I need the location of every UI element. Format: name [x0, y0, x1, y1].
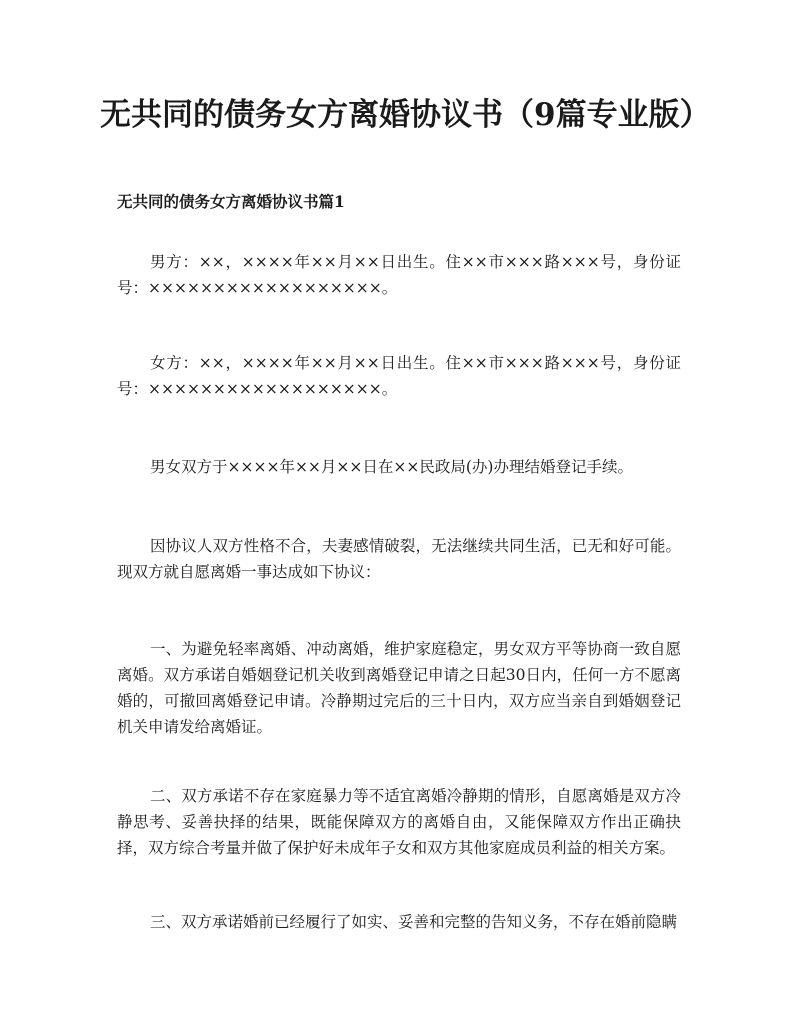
document-title: 无共同的债务女方离婚协议书（9篇专业版）: [100, 97, 711, 133]
paragraph-clause-3: 三、双方承诺婚前已经履行了如实、妥善和完整的告知义务，不存在婚前隐瞒: [150, 913, 678, 931]
paragraph-male-party: 男方：××，××××年××月××日出生。住××市×××路×××号，身份证号：××××××××××××××××××。: [117, 253, 681, 297]
paragraph-clause-1: 一、为避免轻率离婚、冲动离婚，维护家庭稳定，男女双方平等协商一致自愿离婚。双方承诺自婚姻登记机关收到离婚登记申请之日起30日内，任何一方不愿离婚的，可撤回离婚登记申请。冷静期过完后的三十日内，双方应当亲自到婚姻登记机关申请发给离婚证。: [117, 640, 681, 736]
paragraph-clause-2: 二、双方承诺不存在家庭暴力等不适宜离婚冷静期的情形，自愿离婚是双方冷静思考、妥善抉择的结果，既能保障双方的离婚自由，又能保障双方作出正确抉择，双方综合考量并做了保护好未成年子女和双方其他家庭成员利益的相关方案。: [117, 787, 681, 857]
paragraph-marriage-registration: 男女双方于××××年××月××日在××民政局(办)办理结婚登记手续。: [150, 458, 633, 476]
paragraph-divorce-reason: 因协议人双方性格不合，夫妻感情破裂，无法继续共同生活，已无和好可能。现双方就自愿离婚一事达成如下协议：: [117, 537, 681, 581]
section-heading: 无共同的债务女方离婚协议书篇1: [117, 192, 345, 211]
paragraph-female-party: 女方：××，××××年××月××日出生。住××市×××路×××号，身份证号：××××××××××××××××××。: [117, 354, 681, 398]
